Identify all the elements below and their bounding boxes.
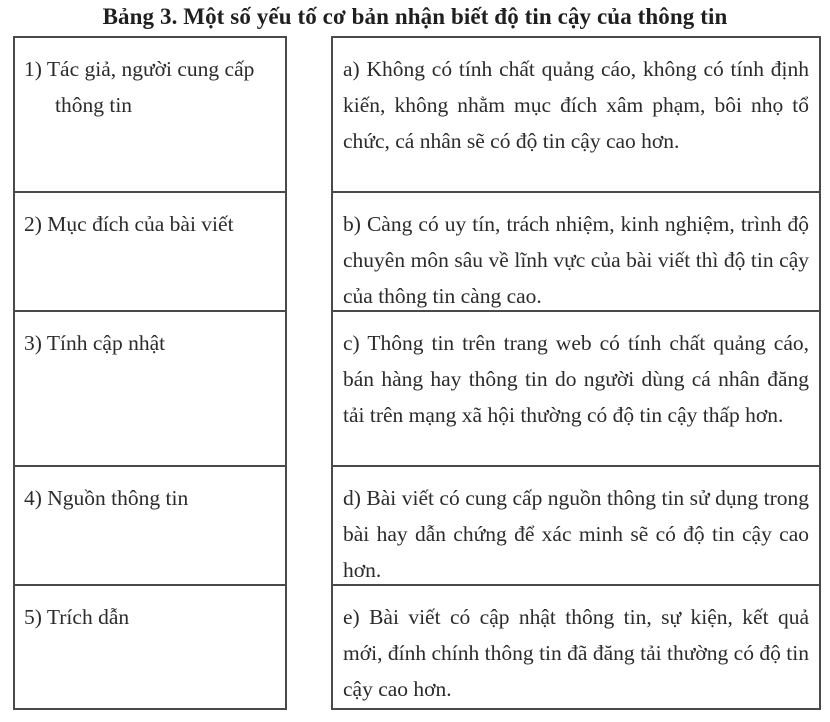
description-cell-d: d) Bài viết có cung cấp nguồn thông tin sử dụng trong bài hay dẫn chứng để xác minh sẽ có độ tin cậy cao hơn. (333, 467, 819, 586)
description-cell-c: c) Thông tin trên trang web có tính chất quảng cáo, bán hàng hay thông tin do người dùng cá nhân đăng tải trên mạng xã hội thường có độ tin cậy thấp hơn. (333, 312, 819, 467)
criterion-label: 2) Mục đích của bài viết (24, 212, 234, 236)
description-cell-e: e) Bài viết có cập nhật thông tin, sự kiện, kết quả mới, đính chính thông tin đã đăng tải thường có độ tin cậy cao hơn. (333, 586, 819, 710)
criterion-label: 4) Nguồn thông tin (24, 486, 189, 510)
criterion-cell-1 (15, 38, 285, 193)
criterion-label-continued: thông tin (55, 93, 133, 117)
criterion-label: 3) Tính cập nhật (24, 331, 166, 355)
criterion-cell-3 (15, 312, 285, 467)
description-cell-a: a) Không có tính chất quảng cáo, không có tính định kiến, không nhằm mục đích xâm phạm, bôi nhọ tổ chức, cá nhân sẽ có độ tin cậy cao hơn. (333, 38, 819, 193)
criterion-cell-4 (15, 467, 285, 586)
criterion-cell-2 (15, 193, 285, 312)
criteria-column (13, 36, 287, 710)
description-cell-b: b) Càng có uy tín, trách nhiệm, kinh nghiệm, trình độ chuyên môn sâu về lĩnh vực của bài viết thì độ tin cậy của thông tin càng cao. (333, 193, 819, 312)
table-title: Bảng 3. Một số yếu tố cơ bản nhận biết độ tin cậy của thông tin (102, 4, 728, 29)
criterion-cell-5 (15, 586, 285, 710)
descriptions-column (331, 36, 821, 710)
criterion-label: 1) Tác giả, người cung cấp (24, 57, 255, 81)
criterion-label: 5) Trích dẫn (24, 605, 130, 629)
